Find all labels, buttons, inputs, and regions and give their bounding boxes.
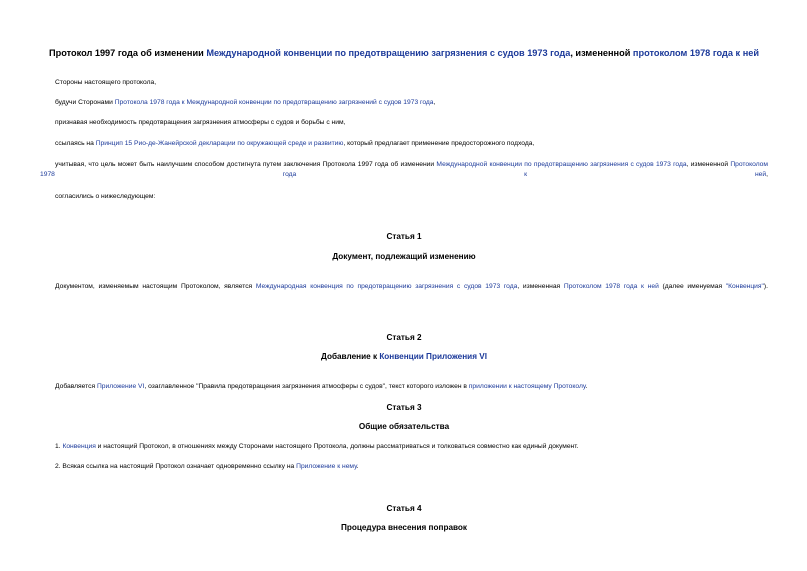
art1-middle: , измененная: [517, 283, 564, 290]
link-annex-vi-heading[interactable]: Конвенции Приложения VI: [379, 352, 487, 361]
title-link-protocol-1978[interactable]: протоколом 1978 года к ней: [632, 48, 759, 58]
link-convention-definition[interactable]: "Конвенция": [725, 283, 764, 290]
art1-suffix: ).: [763, 283, 769, 290]
preamble-being-parties: [40, 98, 768, 108]
article-2-text: [40, 382, 768, 392]
link-rio-principle-15[interactable]: Принцип 15 Рио-де-Жанейрской декларации по окружающей среде и развитию: [95, 140, 344, 147]
article-2-heading: Статья 2: [386, 333, 422, 342]
preamble-p2-suffix: ,: [433, 99, 436, 106]
preamble-agreed-text: согласились о нижеследующем:: [55, 193, 156, 200]
art1-prefix: Документом, изменяемым настоящим Протоколом, является: [55, 283, 256, 290]
preamble-recognizing-text: признавая необходимость предотвращения загрязнения атмосферы с судов и борьбы с ним,: [55, 119, 346, 126]
article-1-text: [40, 282, 768, 302]
art2-prefix: Добавляется: [55, 383, 97, 390]
preamble-p2-prefix: будучи Сторонами: [55, 99, 115, 106]
art2-suffix: .: [585, 383, 588, 390]
art3-item1-text: и настоящий Протокол, в отношениях между Сторонами настоящего Протокола, должны рассматриваться и толковаться совместно как единый документ.: [95, 443, 579, 450]
article-4-heading: Статья 4: [386, 504, 422, 513]
article-3-item-2: [40, 462, 768, 472]
article-2-subheading: [40, 351, 768, 362]
article-3-heading: Статья 3: [386, 403, 422, 412]
preamble-p5-prefix: учитывая, что цель может быть наилучшим способом достигнута путем заключения Протокола 1997 года об изменении: [55, 161, 437, 168]
preamble-considering: [40, 160, 768, 180]
article-4-subheading: Процедура внесения поправок: [340, 523, 468, 532]
title-middle: , измененной: [570, 48, 633, 58]
art2-middle: , озаглавленное "Правила предотвращения загрязнения атмосферы с судов", текст которого изложен в: [144, 383, 469, 390]
title-link-convention[interactable]: Международной конвенции по предотвращению загрязнения с судов 1973 года: [206, 48, 571, 58]
preamble-recognizing: [40, 118, 768, 128]
article-1-heading: Статья 1: [386, 232, 422, 241]
art3-item2-suffix: .: [356, 463, 359, 470]
link-marpol-convention[interactable]: Международной конвенции по предотвращению загрязнения с судов 1973 года: [436, 161, 687, 168]
link-protocol-1978[interactable]: Протокола 1978 года к Международной конвенции по предотвращению загрязнений с судов 1973 года: [114, 99, 434, 106]
article-3-subheading: Общие обязательства: [358, 422, 450, 431]
link-annex-vi[interactable]: Приложение VI: [96, 383, 145, 390]
preamble-parties: [40, 78, 768, 88]
link-protocol-1978-art1[interactable]: Протоколом 1978 года к ней: [563, 283, 659, 290]
document-title: [40, 47, 768, 59]
art2-sub-prefix: Добавление к: [321, 352, 380, 361]
link-protocol-appendix[interactable]: приложении к настоящему Протоколу: [468, 383, 586, 390]
preamble-p5-middle: , измененной: [686, 161, 731, 168]
preamble-recalling: [40, 139, 768, 149]
link-marpol-convention-art1[interactable]: Международная конвенция по предотвращению загрязнения с судов 1973 года: [255, 283, 518, 290]
preamble-p5-suffix: ,: [766, 170, 768, 178]
link-protocol-annex[interactable]: Приложение к нему: [296, 463, 357, 470]
preamble-p4-suffix: , который предлагает применение предосторожного подхода,: [343, 140, 535, 147]
link-protocol-1978-2[interactable]: Протоколом 1978 года к ней: [40, 161, 769, 178]
preamble-parties-text: Стороны настоящего протокола,: [55, 79, 157, 86]
article-3-item-1: [40, 442, 768, 452]
link-convention-art3[interactable]: Конвенция: [62, 443, 96, 450]
title-prefix: Протокол 1997 года об изменении: [49, 48, 207, 58]
preamble-p4-prefix: ссылаясь на: [55, 140, 96, 147]
preamble-agreed: [40, 192, 768, 202]
art1-middle-2: (далее именуемая: [658, 283, 726, 290]
art3-item2-prefix: 2. Всякая ссылка на настоящий Протокол означает одновременно ссылку на: [55, 463, 297, 470]
article-1-subheading: Документ, подлежащий изменению: [332, 252, 476, 261]
art3-item1-number: 1.: [55, 443, 63, 450]
